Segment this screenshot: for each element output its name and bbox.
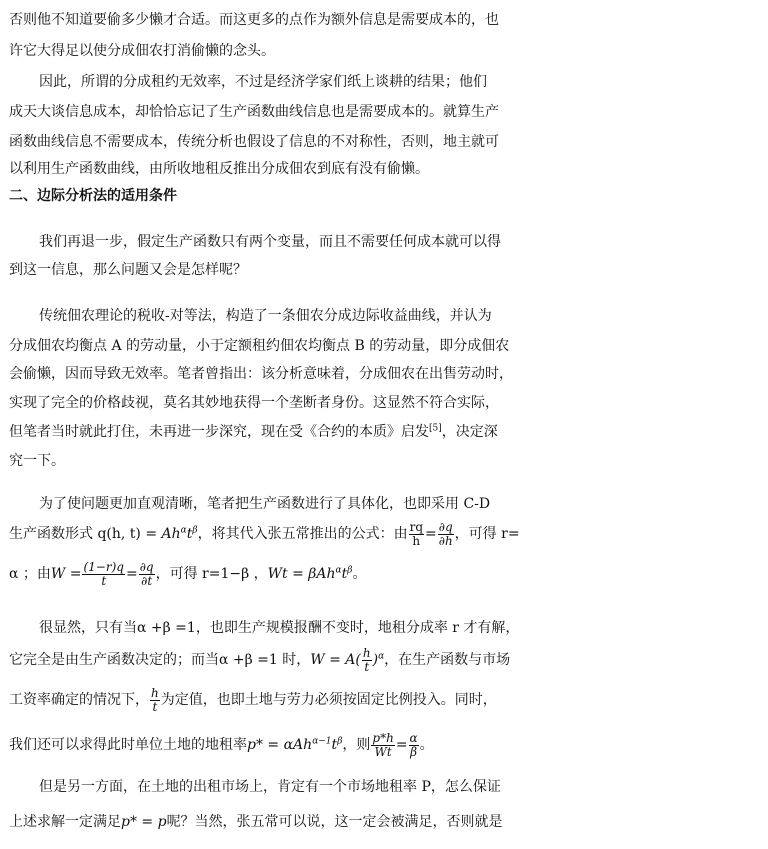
math-exp: α: [180, 525, 187, 536]
text-line: 成天大谈信息成本，却恰恰忘记了生产函数曲线信息也是需要成本的。就算生产: [9, 104, 499, 120]
text-segment: 呢？当然，张五常可以说，这一定会被满足，否则就是: [166, 814, 503, 830]
formula-line: [9, 730, 521, 760]
text-line: 以利用生产函数曲线，由所收地租反推出分成佃农到底有没有偷懒。: [9, 161, 429, 177]
fraction: $\frac{(1-r)q}{t}$: [83, 559, 124, 588]
fraction: $\frac{\partial q}{\partial h}$: [438, 519, 453, 548]
text-line: 许它大得足以使分成佃农打消偷懒的念头。: [9, 43, 275, 59]
section-heading: 二、边际分析法的适用条件: [9, 188, 177, 204]
text-segment: 工资率确定的情况下，: [9, 692, 149, 708]
math-op: =: [425, 526, 437, 542]
text-line: 否则他不知道要偷多少懒才合适。而这更多的点作为额外信息是需要成本的，也: [9, 12, 499, 28]
math-term: p* = p: [121, 814, 167, 830]
math-exp: α: [378, 651, 385, 662]
formula-line: [9, 519, 521, 549]
formula-line: [9, 685, 521, 715]
math-term: ): [372, 652, 379, 668]
text-segment: 生产函数形式 q(h, t) =: [9, 526, 162, 542]
text-line: 分成佃农均衡点 A 的劳动量，小于定额租约佃农均衡点 B 的劳动量，即分成佃农: [9, 338, 510, 354]
math-term: W = A(: [310, 652, 361, 668]
text-segment: ，则: [342, 737, 371, 753]
text-line: 因此，所谓的分成租约无效率，不过是经济学家们纸上谈耕的结果；他们: [39, 74, 487, 90]
text-segment: 我们还可以求得此时单位土地的地租率: [9, 737, 247, 753]
math-op: =: [395, 737, 408, 753]
math-term: Wt = βAh: [267, 566, 336, 582]
text-segment: 为定值，也即土地与劳力必须按固定比例投入。同时，: [160, 692, 497, 708]
text-line: 会偷懒，因而导致无效率。笔者曾指出：该分析意味着，分成佃农在出售劳动时，: [9, 366, 513, 382]
math-term: Ah: [161, 526, 181, 542]
math-term: t: [341, 566, 348, 582]
math-exp: α−1: [312, 736, 332, 747]
text-line: 我们再退一步，假定生产函数只有两个变量，而且不需要任何成本就可以得: [39, 234, 501, 250]
text-segment: 上述求解一定满足: [9, 814, 121, 830]
math-term: p* = αAh: [247, 737, 313, 753]
text-segment: ，可得 r=: [454, 526, 520, 542]
text-line: 到这一信息，那么问题又会是怎样呢？: [9, 262, 247, 278]
math-exp: β: [337, 736, 343, 747]
math-term: t: [186, 526, 193, 542]
math-term: t: [331, 737, 338, 753]
text-line: 函数曲线信息不需要成本，传统分析也假设了信息的不对称性，否则，地主就可: [9, 134, 499, 150]
fraction: $\frac{rq}{h}$: [409, 519, 423, 548]
fraction: $\frac{h}{t}$: [362, 645, 371, 674]
text-line: 很显然，只有当α +β =1，也即生产规模报酬不变时，地租分成率 r 才有解，: [39, 620, 520, 636]
text-segment: 。: [352, 566, 367, 582]
citation-ref: [5]: [429, 423, 442, 434]
text-line: [9, 421, 521, 443]
math-exp: β: [192, 525, 198, 536]
text-segment: 。: [419, 737, 434, 753]
text-segment: α ；由: [9, 566, 51, 582]
fraction: $\frac{h}{t}$: [151, 685, 159, 714]
math-exp: β: [347, 565, 353, 576]
text-line: 但是另一方面，在土地的出租市场上，肯定有一个市场地租率 P，怎么保证: [39, 779, 501, 795]
math-term: W =: [50, 566, 82, 582]
formula-line: [9, 559, 521, 589]
math-exp: α: [335, 565, 342, 576]
text-line: 究一下。: [9, 453, 65, 469]
formula-line: [9, 645, 521, 675]
fraction: $\frac{\partial q}{\partial t}$: [139, 559, 154, 588]
text-segment: 它完全是由生产函数决定的；而当α +β =1 时，: [9, 652, 311, 668]
fraction: $\frac{p*h}{Wt}$: [372, 730, 394, 759]
text-segment: ，将其代入张五常推出的公式：由: [197, 526, 408, 542]
text-segment: 但笔者当时就此打住，未再进一步深究，现在受《合约的本质》启发: [9, 424, 429, 440]
text-segment: ，可得 r=1−β ，: [155, 566, 268, 582]
fraction: $\frac{\alpha}{\beta}$: [409, 730, 418, 759]
text-segment: ，决定深: [441, 424, 498, 440]
text-line: 为了使问题更加直观清晰，笔者把生产函数进行了具体化，也即采用 C-D: [39, 496, 491, 512]
math-op: =: [125, 566, 138, 582]
text-line: 传统佃农理论的税收-对等法，构造了一条佃农分成边际收益曲线，并认为: [39, 308, 492, 324]
text-line: 实现了完全的价格歧视，莫名其妙地获得一个垄断者身份。这显然不符合实际，: [9, 395, 499, 411]
text-line: [9, 811, 521, 833]
text-segment: ，在生产函数与市场: [384, 652, 511, 668]
